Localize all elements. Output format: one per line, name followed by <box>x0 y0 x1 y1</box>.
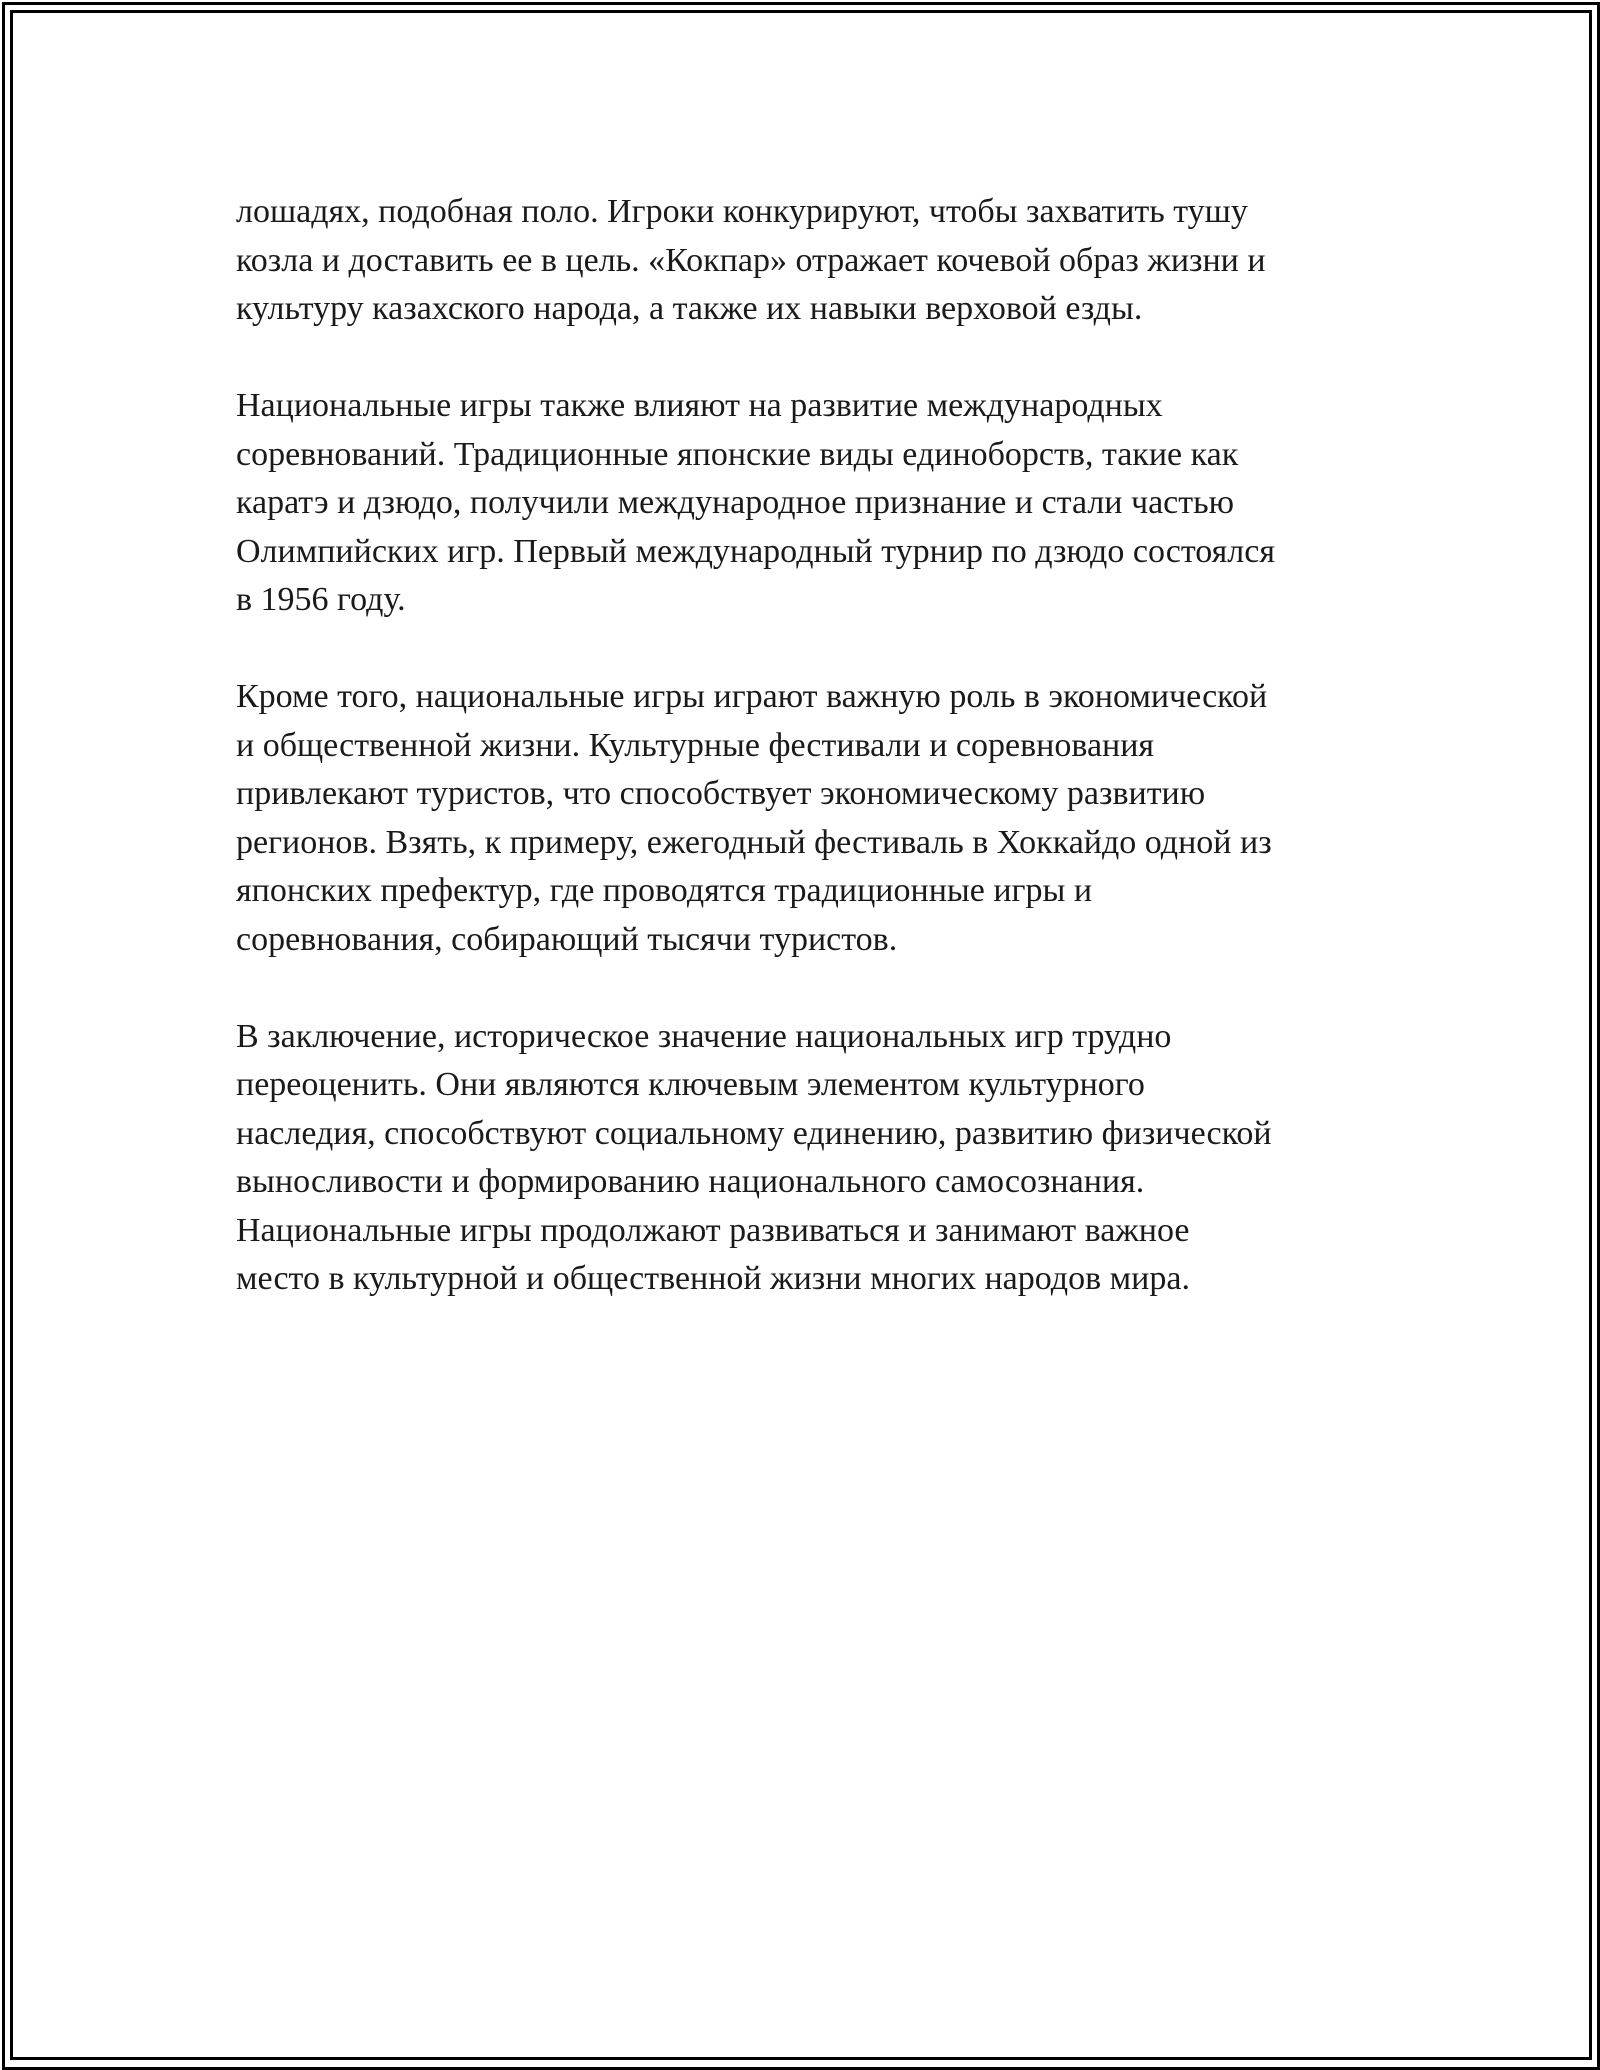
text-line: соревнования, собирающий тысячи туристов. <box>236 920 898 958</box>
text-line: Олимпийских игр. Первый международный турнир по дзюдо состоялся <box>236 532 1275 570</box>
text-line: В заключение, историческое значение национальных игр трудно <box>236 1017 1172 1055</box>
text-line: Национальные игры продолжают развиваться и занимают важное <box>236 1211 1190 1249</box>
text-line: наследия, способствуют социальному единению, развитию физической <box>236 1114 1272 1152</box>
text-line: выносливости и формированию национального самосознания. <box>236 1163 1145 1200</box>
paragraph-4 <box>236 1013 1416 1304</box>
text-line: переоценить. Они являются ключевым элементом культурного <box>236 1066 1145 1103</box>
text-line: регионов. Взять, к примеру, ежегодный фестиваль в Хоккайдо одной из <box>236 823 1272 861</box>
text-line: Национальные игры также влияют на развитие международных <box>236 387 1163 424</box>
text-line: и общественной жизни. Культурные фестивали и соревнования <box>236 726 1155 764</box>
paragraph-1 <box>236 188 1416 334</box>
text-line: Кроме того, национальные игры играют важную роль в экономической <box>236 678 1268 715</box>
text-line: культуру казахского народа, а также их навыки верховой езды. <box>236 290 1143 327</box>
text-line: японских префектур, где проводятся традиционные игры и <box>236 872 1093 909</box>
text-line: привлекают туристов, что способствует экономическому развитию <box>236 775 1206 812</box>
text-line: соревнований. Традиционные японские виды единоборств, такие как <box>236 435 1239 473</box>
text-line: козла и доставить ее в цель. «Кокпар» отражает кочевой образ жизни и <box>236 241 1266 279</box>
text-line: лошадях, подобная поло. Игроки конкурируют, чтобы захватить тушу <box>236 193 1248 230</box>
text-line: каратэ и дзюдо, получили международное признание и стали частью <box>236 484 1235 521</box>
paragraph-2 <box>236 382 1416 625</box>
paragraph-3 <box>236 673 1416 964</box>
text-line: в 1956 году. <box>236 581 406 618</box>
document-body <box>236 188 1416 1352</box>
text-line: место в культурной и общественной жизни многих народов мира. <box>236 1260 1190 1297</box>
